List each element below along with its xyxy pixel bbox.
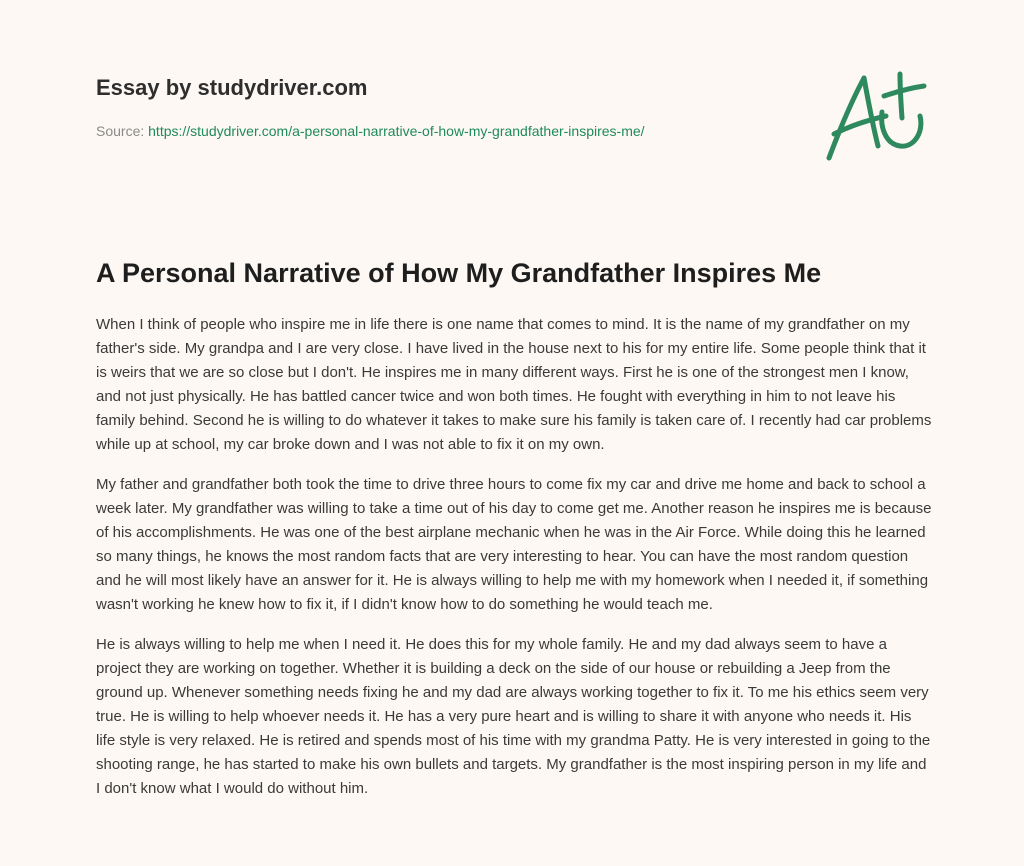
article-paragraph: When I think of people who inspire me in life there is one name that comes to mind. It is the name of my grandfather on my father's side. My grandpa and I are very close. I have lived in the house next to his for my entire life. Some people think that it is weirs that we are so close but I don't. He inspires me in many different ways. First he is one of the strongest men I know, and not just physically. He has battled cancer twice and won both times. He fought with everything in him to not leave his family behind. Second he is willing to do whatever it takes to make sure his family is taken care of. I recently had car problems while up at school, my car broke down and I was not able to fix it on my own. <box>96 316 932 453</box>
document-header <box>96 74 796 140</box>
article <box>96 255 932 817</box>
site-title: Essay by studydriver.com <box>96 75 368 100</box>
a-plus-logo-graphic <box>820 66 930 166</box>
article-title: A Personal Narrative of How My Grandfather Inspires Me <box>96 258 822 288</box>
a-plus-logo-icon <box>820 66 930 166</box>
article-paragraph: My father and grandfather both took the time to drive three hours to come fix my car and drive me home and back to school a week later. My grandfather was willing to take a time out of his day to come get me. Another reason he inspires me is because of his accomplishments. He was one of the best airplane mechanic when he was in the Air Force. While doing this he learned so many things, he knows the most random facts that are very interesting to hear. You can have the most random question and he will most likely have an answer for it. He is always willing to help me with my homework when I needed it, if something wasn't working he knew how to fix it, if I didn't know how to do something he would teach me. <box>96 476 932 613</box>
article-paragraph: He is always willing to help me when I need it. He does this for my whole family. He and my dad always seem to have a project they are working on together. Whether it is building a deck on the side of our house or rebuilding a Jeep from the ground up. Whenever something needs fixing he and my dad are always working together to fix it. To me his ethics seem very true. He is willing to help whoever needs it. He has a very pure heart and is willing to share it with anyone who needs it. His life style is very relaxed. He is retired and spends most of his time with my grandma Patty. He is very interested in going to the shooting range, he has started to make his own bullets and targets. My grandfather is the most inspiring person in my life and I don't know what I would do without him. <box>96 636 931 797</box>
source-line <box>96 122 796 140</box>
source-link[interactable]: https://studydriver.com/a-personal-narrative-of-how-my-grandfather-inspires-me/ <box>148 123 645 139</box>
source-label: Source: <box>96 123 149 139</box>
